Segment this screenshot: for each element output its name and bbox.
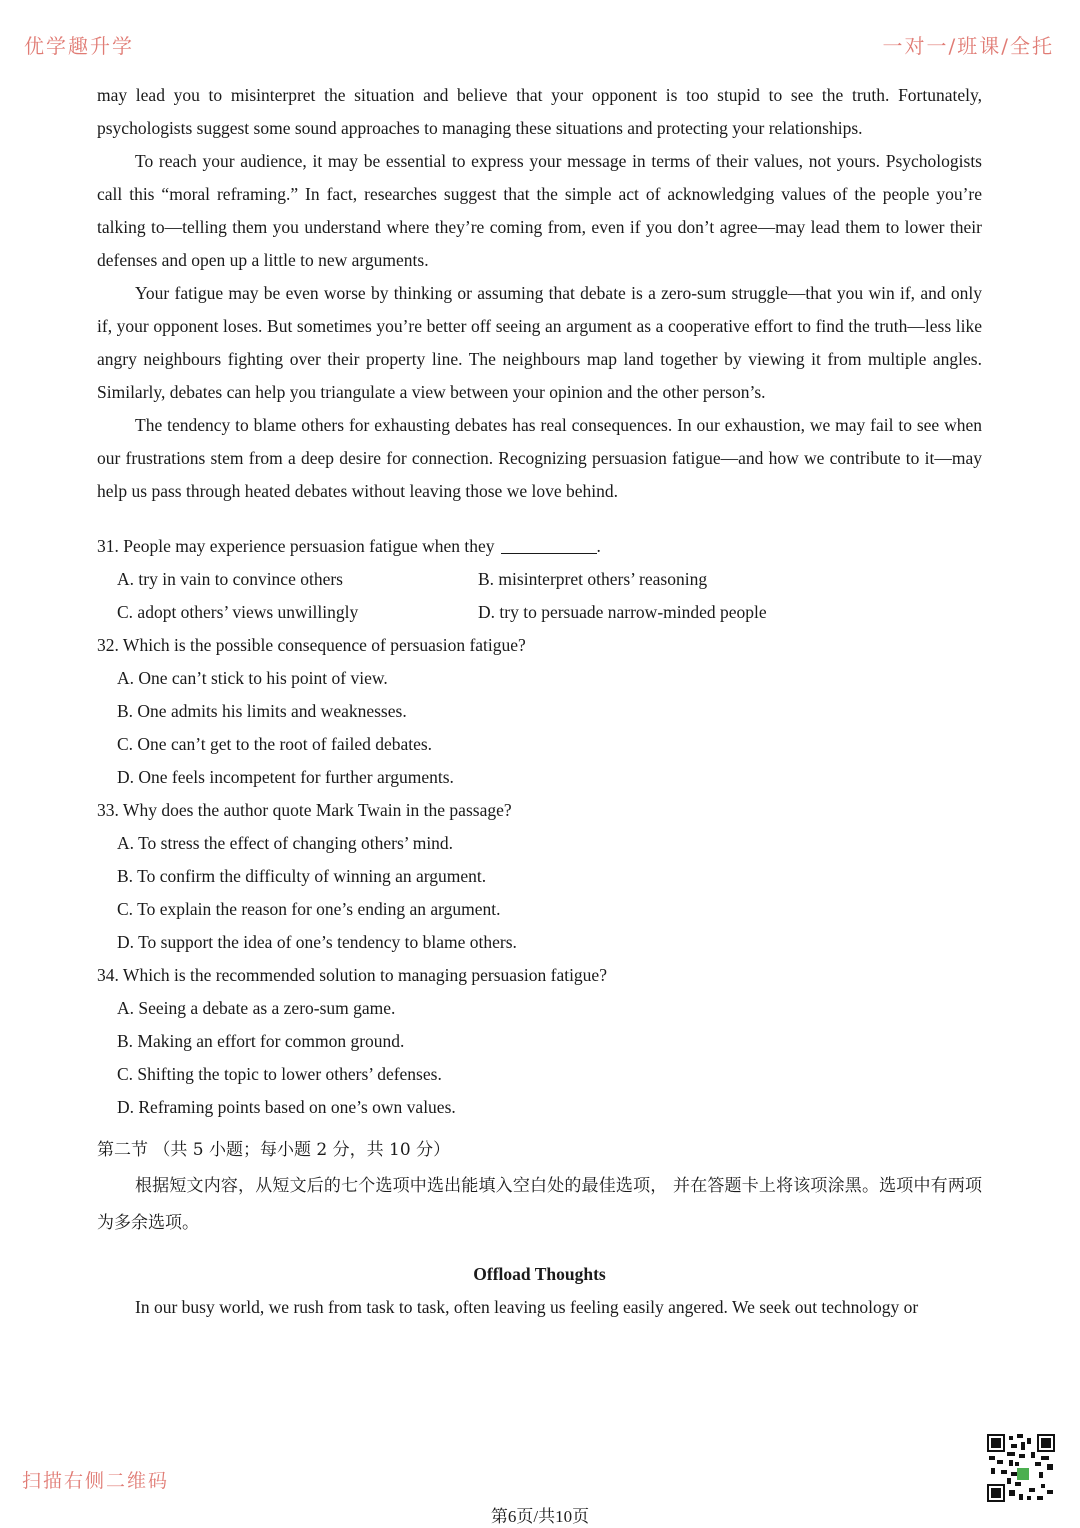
- question-31-stem: [97, 530, 982, 563]
- question-32-stem: 32. Which is the possible consequence of persuasion fatigue?: [97, 635, 526, 655]
- question-31-text: 31. People may experience persuasion fatigue when they: [97, 536, 495, 556]
- q33-option-c: C. To explain the reason for one’s ending an argument.: [117, 899, 501, 919]
- qr-code-icon[interactable]: [987, 1434, 1055, 1502]
- q34-option-a: A. Seeing a debate as a zero-sum game.: [117, 998, 396, 1018]
- question-33-stem: 33. Why does the author quote Mark Twain in the passage?: [97, 800, 512, 820]
- question-34-stem: 34. Which is the recommended solution to managing persuasion fatigue?: [97, 965, 607, 985]
- answer-blank: [501, 533, 597, 554]
- brand-right: 一对一/班课/全托: [882, 34, 1054, 58]
- q34-option-c: C. Shifting the topic to lower others’ defenses.: [117, 1064, 442, 1084]
- section-2-heading: 第二节 （共 5 小题；每小题 2 分，共 10 分）: [97, 1140, 451, 1160]
- document-body: [97, 79, 982, 1324]
- q32-option-d: D. One feels incompetent for further arguments.: [117, 767, 454, 787]
- question-31-options-row-1: [97, 563, 982, 596]
- q34-option-d: D. Reframing points based on one’s own values.: [117, 1097, 456, 1117]
- paragraph-2: To reach your audience, it may be essential to express your message in terms of their values, not yours. Psychologists call this “moral reframing.” In fact, researches suggest that the simple act of acknowledging values of the people you’re talking to—telling them you understand where they’re coming from, even if you don’t agree—may lead them to lower their defenses and open up a little to new arguments.: [97, 151, 982, 270]
- paragraph-1: may lead you to misinterpret the situation and believe that your opponent is too stupid to see the truth. Fortunately, psychologists suggest some sound approaches to managing these situations and protecting your relationships.: [97, 85, 982, 138]
- question-31-options-row-2: [97, 596, 982, 629]
- q31-option-a: A. try in vain to convince others: [117, 569, 343, 589]
- q32-option-a: A. One can’t stick to his point of view.: [117, 668, 388, 688]
- q31-option-b: B. misinterpret others’ reasoning: [478, 569, 708, 589]
- q33-option-d: D. To support the idea of one’s tendency to blame others.: [117, 932, 517, 952]
- q32-option-b: B. One admits his limits and weaknesses.: [117, 701, 407, 721]
- page-number: 第6页/共10页: [490, 1507, 590, 1526]
- section-2-instructions: 根据短文内容，从短文后的七个选项中选出能填入空白处的最佳选项， 并在答题卡上将该项涂黑。选项中有两项为多余选项。: [97, 1176, 982, 1233]
- passage-first-line: In our busy world, we rush from task to task, often leaving us feeling easily angered. We seek out technology or: [135, 1297, 919, 1317]
- q31-option-d: D. try to persuade narrow-minded people: [478, 602, 767, 622]
- question-31-end: .: [596, 536, 601, 556]
- passage-title: Offload Thoughts: [473, 1264, 606, 1284]
- q31-option-c: C. adopt others’ views unwillingly: [117, 602, 359, 622]
- brand-left: 优学趣升学: [24, 34, 134, 58]
- q34-option-b: B. Making an effort for common ground.: [117, 1031, 405, 1051]
- q33-option-b: B. To confirm the difficulty of winning an argument.: [117, 866, 487, 886]
- paragraph-3: Your fatigue may be even worse by thinking or assuming that debate is a zero-sum struggle—that you win if, and only if, your opponent loses. But sometimes you’re better off seeing an argument as a cooperative effort to find the truth—less like angry neighbours fighting over their property line. The neighbours map land together by viewing it from multiple angles. Similarly, debates can help you triangulate a view between your opinion and the other person’s.: [97, 283, 982, 402]
- footer-scan-text: 扫描右侧二维码: [22, 1470, 170, 1492]
- q32-option-c: C. One can’t get to the root of failed debates.: [117, 734, 433, 754]
- q33-option-a: A. To stress the effect of changing others’ mind.: [117, 833, 454, 853]
- paragraph-4: The tendency to blame others for exhausting debates has real consequences. In our exhaustion, we may fail to see when our frustrations stem from a deep desire for connection. Recognizing persuasion fatigue—and how we contribute to it—may help us pass through heated debates without leaving those we love behind.: [97, 415, 982, 501]
